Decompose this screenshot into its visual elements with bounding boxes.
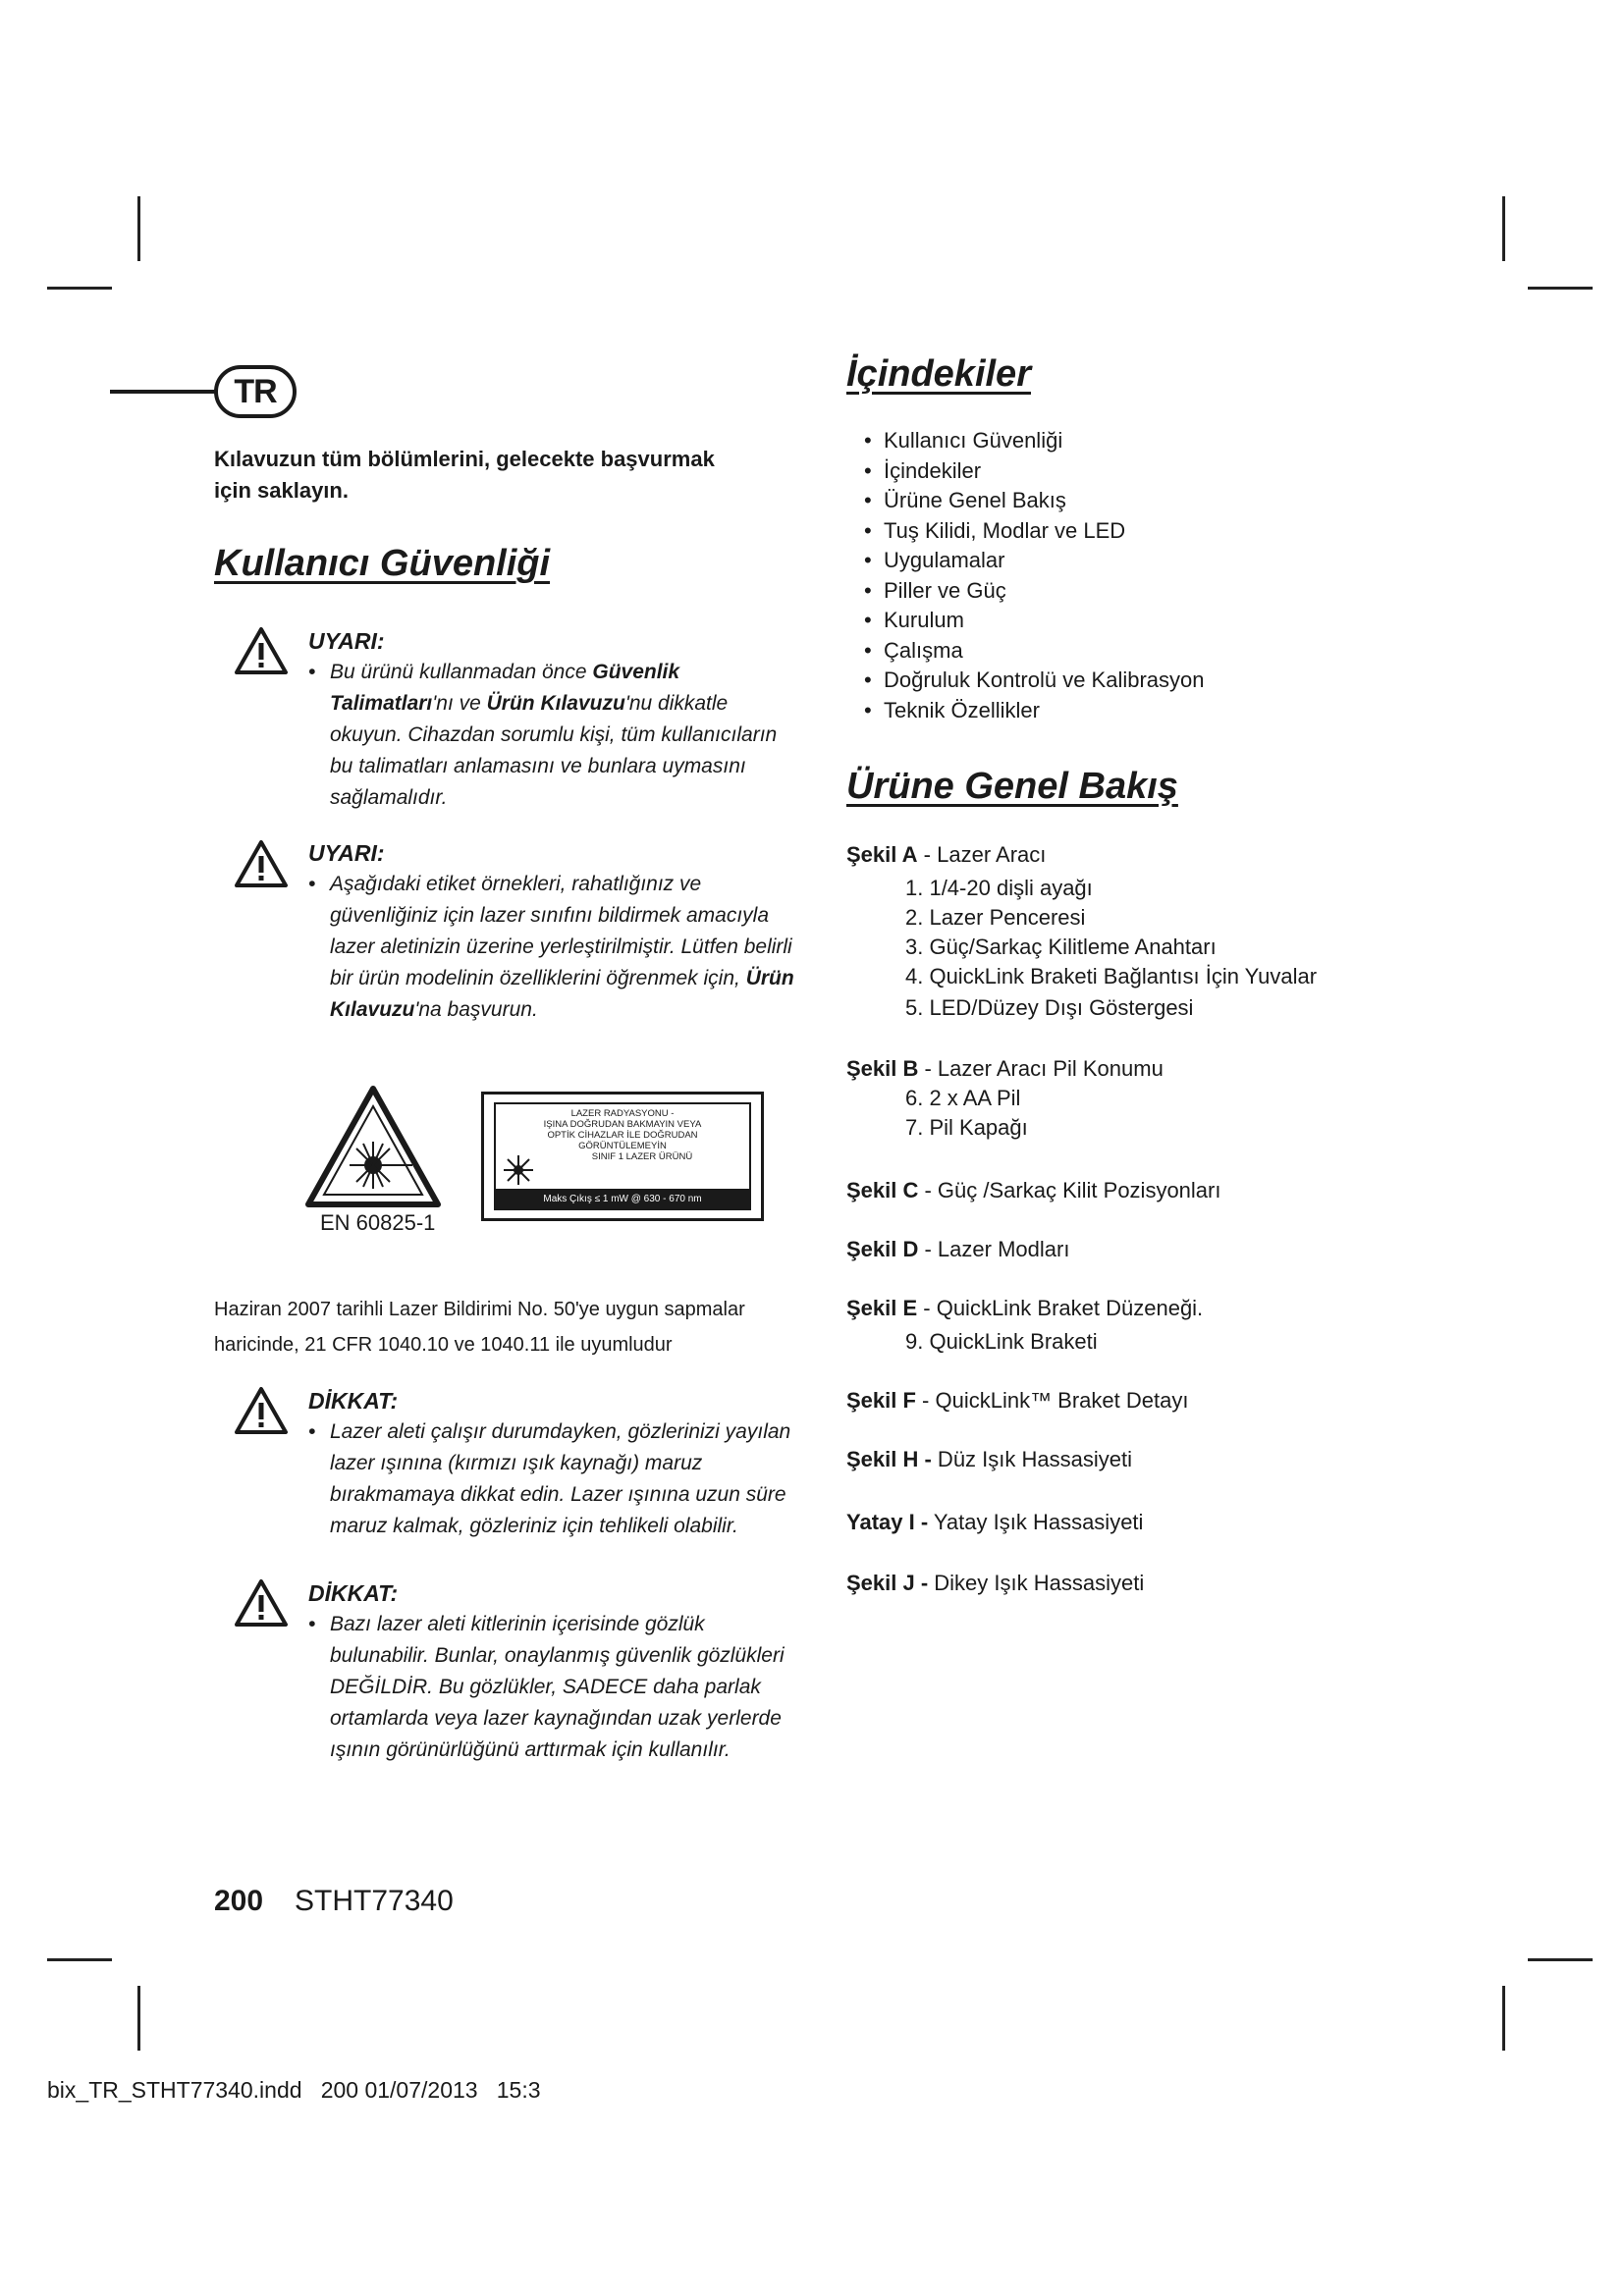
bullet: • xyxy=(308,873,316,895)
overview-heading: Ürüne Genel Bakış xyxy=(846,766,1178,807)
sign-line: GÖRÜNTÜLEMEYİN xyxy=(578,1141,667,1151)
sign-line: IŞINA DOĞRUDAN BAKMAYIN VEYA xyxy=(543,1119,702,1130)
caution-block xyxy=(308,1388,799,1542)
figure-item: 6. 2 x AA Pil xyxy=(905,1086,1021,1110)
laser-hazard-icon xyxy=(304,1085,442,1210)
figure-item: 9. QuickLink Braketi xyxy=(905,1329,1098,1354)
warning-triangle-icon xyxy=(234,626,289,675)
toc-item: • Teknik Özellikler xyxy=(864,696,1205,726)
laser-warning-sign xyxy=(481,1092,764,1221)
caution-title: DİKKAT: xyxy=(308,1388,399,1414)
figure-text: - QuickLink Braket Düzeneği. xyxy=(917,1296,1204,1320)
figure-text: - Lazer Aracı xyxy=(917,842,1047,867)
figure-item: 7. Pil Kapağı xyxy=(905,1115,1028,1140)
figure-label: Şekil C xyxy=(846,1178,919,1202)
figure-item: 5. LED/Düzey Dışı Göstergesi xyxy=(905,995,1194,1020)
standard-label: EN 60825-1 xyxy=(320,1210,436,1235)
toc-heading: İçindekiler xyxy=(846,353,1031,395)
caution-body: Lazer aleti çalışır durumdayken, gözlerinizi yayılan lazer ışınına (kırmızı ışık kaynağı) maruz bırakmamaya dikkat edin. Lazer ışınına uzun süre maruz kalmak, gözleriniz için tehlikeli olabilir. xyxy=(330,1420,791,1537)
figure-text: Yatay Işık Hassasiyeti xyxy=(928,1510,1144,1534)
figure-label: Şekil D xyxy=(846,1237,919,1261)
figure-label: Şekil F xyxy=(846,1388,916,1413)
toc-item: • Kurulum xyxy=(864,606,1205,636)
intro-text: Kılavuzun tüm bölümlerini, gelecekte başvurmak için saklayın. xyxy=(214,447,715,503)
figure-row xyxy=(846,1388,1188,1414)
figure-label: Şekil B xyxy=(846,1056,919,1081)
print-slug: bix_TR_STHT77340.indd 200 01/07/2013 15:3 xyxy=(47,2077,541,2103)
figure-item: 4. QuickLink Braketi Bağlantısı İçin Yuvalar xyxy=(905,964,1318,988)
toc-item: • İçindekiler xyxy=(864,456,1205,487)
figure-text: - Güç /Sarkaç Kilit Pozisyonları xyxy=(918,1178,1221,1202)
figure-text: - Lazer Modları xyxy=(918,1237,1070,1261)
figure-text: - Lazer Aracı Pil Konumu xyxy=(918,1056,1164,1081)
crop-mark xyxy=(47,287,112,290)
figure-text: Dikey Işık Hassasiyeti xyxy=(928,1571,1145,1595)
warning-body: Bu ürünü kullanmadan önce Güvenlik Talimatları'nı ve Ürün Kılavuzu'nu dikkatle okuyun. Cihazdan sorumlu kişi, tüm kullanıcıların bu talimatları anlamasını ve bunlara uymasını sağlamalıdır. xyxy=(330,661,778,809)
crop-mark xyxy=(47,1958,112,1961)
warning-title: UYARI: xyxy=(308,840,385,866)
warning-body: Aşağıdaki etiket örnekleri, rahatlığınız ve güvenliğiniz için lazer sınıfını bildirmek amacıyla lazer aletinizin üzerine yerleştirilmiştir. Lütfen belirli bir ürün modelinin özelliklerini öğrenmek için, Ürün Kılavuzu'na başvurun. xyxy=(330,873,794,1021)
figure-label: Şekil A xyxy=(846,842,918,867)
safety-heading: Kullanıcı Güvenliği xyxy=(214,543,551,584)
badge-line xyxy=(110,390,218,394)
figure-row xyxy=(846,842,1046,868)
figure-item: 2. Lazer Penceresi xyxy=(905,905,1086,930)
figure-row xyxy=(846,1447,1132,1472)
bullet: • xyxy=(308,1420,316,1443)
page-number: 200 xyxy=(214,1885,264,1917)
figure-item: 3. Güç/Sarkaç Kilitleme Anahtarı xyxy=(905,934,1217,959)
figure-row xyxy=(846,1237,1069,1262)
figure-row xyxy=(846,1571,1144,1596)
crop-mark xyxy=(137,196,140,261)
compliance-text: Haziran 2007 tarihli Lazer Bildirimi No. 50'ye uygun sapmalar haricinde, 21 CFR 1040.10 ve 1040.11 ile uyumludur xyxy=(214,1299,745,1356)
caution-block xyxy=(308,1580,799,1766)
toc-item: • Çalışma xyxy=(864,636,1205,667)
toc-item: • Ürüne Genel Bakış xyxy=(864,486,1205,516)
crop-mark xyxy=(1502,196,1505,261)
toc-item: • Piller ve Güç xyxy=(864,576,1205,607)
figure-label: Şekil H - xyxy=(846,1447,932,1471)
toc-item: • Tuş Kilidi, Modlar ve LED xyxy=(864,516,1205,547)
figure-row xyxy=(846,1056,1164,1082)
warning-triangle-icon xyxy=(234,1578,289,1628)
figure-label: Şekil E xyxy=(846,1296,918,1320)
warning-triangle-icon xyxy=(234,1386,289,1435)
crop-mark xyxy=(1502,1986,1505,2051)
warning-block xyxy=(308,628,799,814)
sign-line: OPTİK CİHAZLAR İLE DOĞRUDAN xyxy=(547,1130,698,1141)
toc-item: • Doğruluk Kontrolü ve Kalibrasyon xyxy=(864,666,1205,696)
caution-body: Bazı lazer aleti kitlerinin içerisinde gözlük bulunabilir. Bunlar, onaylanmış güvenlik gözlükleri DEĞİLDİR. Bu gözlükler, SADECE daha parlak ortamlarda veya lazer kaynağından uzak yerlerde ışının görünürlüğünü arttırmak için kullanılır. xyxy=(330,1613,785,1761)
sign-line: LAZER RADYASYONU - xyxy=(570,1108,675,1119)
bullet: • xyxy=(308,1613,316,1635)
warning-block xyxy=(308,840,799,1026)
figure-label: Yatay I - xyxy=(846,1510,929,1534)
model-number: STHT77340 xyxy=(295,1885,454,1917)
figure-text: - QuickLink™ Braket Detayı xyxy=(915,1388,1189,1413)
figure-row xyxy=(846,1178,1220,1203)
sign-line: SINIF 1 LAZER ÜRÜNÜ xyxy=(591,1151,693,1162)
figure-row xyxy=(846,1510,1143,1535)
crop-mark xyxy=(1528,287,1593,290)
sign-bar: Maks Çıkış ≤ 1 mW @ 630 - 670 nm xyxy=(496,1189,749,1208)
figure-row xyxy=(846,1296,1203,1321)
crop-mark xyxy=(1528,1958,1593,1961)
toc-list xyxy=(864,426,1205,725)
bullet: • xyxy=(308,661,316,683)
warning-title: UYARI: xyxy=(308,628,385,654)
crop-mark xyxy=(137,1986,140,2051)
figure-text: Düz Işık Hassasiyeti xyxy=(931,1447,1132,1471)
caution-title: DİKKAT: xyxy=(308,1580,399,1606)
toc-item: • Kullanıcı Güvenliği xyxy=(864,426,1205,456)
toc-item: • Uygulamalar xyxy=(864,546,1205,576)
figure-label: Şekil J - xyxy=(846,1571,929,1595)
laser-burst-icon xyxy=(502,1153,535,1187)
language-badge: TR xyxy=(214,365,297,418)
warning-triangle-icon xyxy=(234,839,289,888)
figure-item: 1. 1/4-20 dişli ayağı xyxy=(905,876,1093,900)
